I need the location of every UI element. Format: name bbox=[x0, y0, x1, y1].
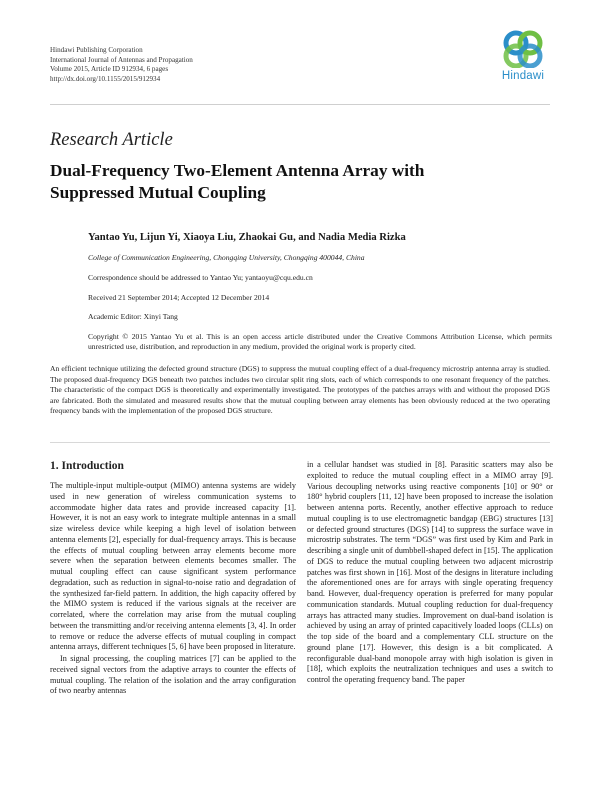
abstract: An efficient technique utilizing the defected ground structure (DGS) to suppress the mutual coupling effect of a dual-frequency microstrip antenna array is studied. The proposed dual-frequency DGS beneath two patches includes two circular split ring slots, each of which corresponds to one resonant frequency of the patches. The characteristic of the compact DGS is theoretically and experimentally investigated. The prototypes of the patches arrays with and without the proposed DGS are fabricated. Both the simulated and measured results show that the mutual coupling between array elements has been obviously reduced at the two operating frequency bands with the implementation of the proposed DGS structure. bbox=[50, 364, 550, 416]
title-line-2: Suppressed Mutual Coupling bbox=[50, 183, 266, 202]
header-divider bbox=[50, 104, 550, 105]
correspondence: Correspondence should be addressed to Yantao Yu; yantaoyu@cqu.edu.cn bbox=[88, 273, 313, 282]
volume-info: Volume 2015, Article ID 912934, 6 pages bbox=[50, 65, 169, 74]
dates: Received 21 September 2014; Accepted 12 December 2014 bbox=[88, 293, 270, 302]
publisher-name: Hindawi Publishing Corporation bbox=[50, 46, 143, 54]
intro-paragraph-2: In signal processing, the coupling matrices [7] can be applied to the received signal vectors from the adaptive arrays to counter the effects of mutual coupling. The relation of the isolation and the array configuration of two nearby antennas bbox=[50, 654, 296, 696]
author-list: Yantao Yu, Lijun Yi, Xiaoya Liu, Zhaokai Gu, and Nadia Media Rizka bbox=[88, 232, 406, 243]
intro-paragraph-1: The multiple-input multiple-output (MIMO) antenna systems are widely used in new generation of wireless communication systems to accommodate higher data rates and provide increased capacity [1]. However, it is not an easy work to integrate multiple antennas in a small size wireless device while keeping a high level of isolation between antenna elements [2], especially for dual-frequency arrays. This is because the effects of mutual coupling between array elements become more severe when the separation between elements becomes smaller. The mutual coupling effect can cause significant system performance degradation, such as reduction in signal-to-noise ratio and degradation of the synthesized far-field pattern. In addition, the high capacity offered by the MIMO system is reduced if the various signals at the receiver are correlated, where the correlation may arise from the mutual coupling between the transmitting and/or receiving antenna elements [3, 4]. In order to remove or reduce the adverse effects of mutual coupling in compact antenna arrays, different techniques [5, 6] have been proposed in literature. bbox=[50, 481, 296, 652]
journal-meta bbox=[50, 46, 380, 84]
copyright-notice: Copyright © 2015 Yantao Yu et al. This is an open access article distributed under the Creative Commons Attribution License, which permits unrestricted use, distribution, and reproduction in any medium, provided the original work is properly cited. bbox=[88, 332, 552, 352]
right-column bbox=[307, 460, 553, 686]
doi-link[interactable]: http://dx.doi.org/10.1155/2015/912934 bbox=[50, 74, 161, 83]
section-heading: 1. Introduction bbox=[50, 460, 124, 472]
abstract-divider bbox=[50, 442, 550, 443]
article-type: Research Article bbox=[50, 130, 173, 150]
journal-name: International Journal of Antennas and Propagation bbox=[50, 55, 193, 64]
academic-editor: Academic Editor: Xinyi Tang bbox=[88, 312, 178, 321]
intro-paragraph-3: in a cellular handset was studied in [8]. Parasitic scatters may also be exploited to reduce the mutual coupling effect in a MIMO array [9]. Various decoupling networks using reactive components [10] or 90° or 180° hybrid couplers [11, 12] have been proposed to increase the isolation between antenna ports. Recently, another effective approach to reduce mutual coupling is to use electromagnetic bandgap (EBG) structures [13] or defected ground structures (DGS) [14] to suppress the surface wave in microstrip substrates. The term “DGS” was first used by Kim and Park in describing a single unit of dumbbell-shaped defect in [15]. The application of DGS to reduce the mutual coupling between two adjacent microstrip patches was first shown in [16]. Most of the designs in literature including the aforementioned ones are for arrays with single operating frequency band. However, dual-frequency operation is preferred for many popular communication standards. Mutual coupling reduction for dual-frequency arrays has attracted many studies. Improvement on dual-band isolation is achieved by using an array of printed capacitively loaded loops (CLLs) on the top side of the board and a complementary CLL structure on the ground plane [17]. However, this design is a bit complicated. A reconfigurable dual-band monopole array with high isolation is given in [18], which exploits the neutralization techniques and uses a switch to control the operating frequency band. The paper bbox=[307, 460, 553, 684]
left-column bbox=[50, 460, 296, 697]
hindawi-logo bbox=[494, 30, 552, 82]
affiliation: College of Communication Engineering, Chongqing University, Chongqing 400044, China bbox=[88, 253, 365, 262]
article-title bbox=[50, 160, 550, 204]
logo-text: Hindawi bbox=[501, 70, 545, 82]
title-line-1: Dual-Frequency Two-Element Antenna Array with bbox=[50, 161, 425, 180]
hindawi-logo-icon bbox=[500, 30, 546, 68]
